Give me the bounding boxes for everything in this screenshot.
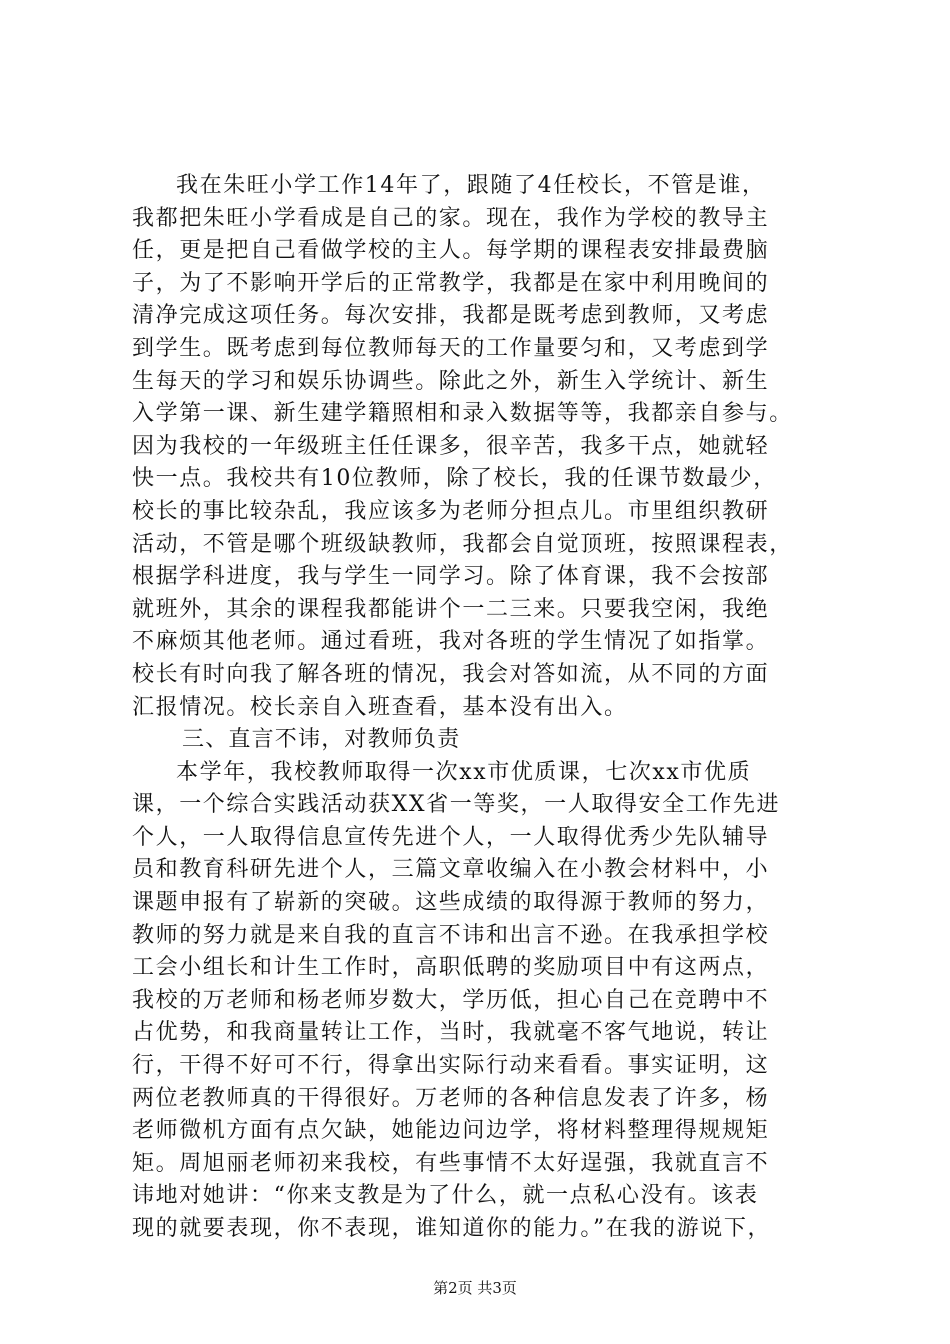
text-line: 到学生。既考虑到每位教师每天的工作量要匀和，又考虑到学 <box>132 335 770 361</box>
text-line: 占优势，和我商量转让工作，当时，我就毫不客气地说，转让 <box>132 1020 770 1046</box>
text-line: 工会小组长和计生工作时，高职低聘的奖励项目中有这两点， <box>132 955 770 981</box>
text-line: 校长的事比较杂乱，我应该多为老师分担点儿。市里组织教研 <box>132 498 770 524</box>
text-line: 我校的万老师和杨老师岁数大，学历低，担心自己在竞聘中不 <box>132 987 770 1013</box>
text-line: 我在朱旺小学工作14年了，跟随了4任校长，不管是谁， <box>176 173 766 198</box>
text-line: 老师微机方面有点欠缺，她能边问边学，将材料整理得规规矩 <box>132 1118 770 1144</box>
text-line: 我都把朱旺小学看成是自己的家。现在，我作为学校的教导主 <box>132 205 770 231</box>
text-line: 校长有时向我了解各班的情况，我会对答如流，从不同的方面 <box>132 661 770 687</box>
text-line: 矩。周旭丽老师初来我校，有些事情不太好逞强，我就直言不 <box>132 1150 770 1176</box>
text-line: 教师的努力就是来自我的直言不讳和出言不逊。在我承担学校 <box>132 922 770 948</box>
text-line: 子，为了不影响开学后的正常教学，我都是在家中利用晚间的 <box>132 270 770 296</box>
text-line: 现的就要表现，你不表现，谁知道你的能力。”在我的游说下， <box>132 1216 772 1241</box>
text-line: 任，更是把自己看做学校的主人。每学期的课程表安排最费脑 <box>132 238 770 264</box>
page-footer <box>0 1278 950 1298</box>
text-line: 讳地对她讲：“你来支教是为了什么，就一点私心没有。该表 <box>132 1183 759 1209</box>
text-line: 活动，不管是哪个班级缺教师，我都会自觉顶班，按照课程表， <box>132 531 793 557</box>
text-line: 不麻烦其他老师。通过看班，我对各班的学生情况了如指掌。 <box>132 629 770 655</box>
section-heading: 三、直言不讳，对教师负责 <box>182 727 461 753</box>
text-line: 就班外，其余的课程我都能讲个一二三来。只要我空闲，我绝 <box>132 596 770 622</box>
paragraph-1 <box>132 170 832 724</box>
text-line: 两位老教师真的干得很好。万老师的各种信息发表了许多，杨 <box>132 1085 770 1111</box>
text-line: 生每天的学习和娱乐协调些。除此之外，新生入学统计、新生 <box>132 368 770 394</box>
text-line: 员和教育科研先进个人，三篇文章收编入在小教会材料中，小 <box>132 857 770 883</box>
text-line: 快一点。我校共有10位教师，除了校长，我的任课节数最少， <box>132 466 777 492</box>
page-number: 第2页 共3页 <box>433 1279 517 1297</box>
text-line: 入学第一课、新生建学籍照相和录入数据等等，我都亲自参与。 <box>132 401 793 427</box>
text-line: 根据学科进度，我与学生一同学习。除了体育课，我不会按部 <box>132 564 770 590</box>
paragraph-2 <box>132 757 832 1246</box>
text-line: 课，一个综合实践活动获XX省一等奖，一人取得安全工作先进 <box>132 792 781 818</box>
text-line: 本学年，我校教师取得一次xx市优质课，七次xx市优质 <box>176 759 752 785</box>
document-body <box>132 170 832 1246</box>
text-line: 清净完成这项任务。每次安排，我都是既考虑到教师，又考虑 <box>132 303 770 329</box>
text-line: 个人，一人取得信息宣传先进个人，一人取得优秀少先队辅导 <box>132 824 770 850</box>
text-line: 行，干得不好可不行，得拿出实际行动来看看。事实证明，这 <box>132 1053 770 1079</box>
text-line: 汇报情况。校长亲自入班查看，基本没有出入。 <box>132 694 628 720</box>
text-line: 课题申报有了崭新的突破。这些成绩的取得源于教师的努力， <box>132 890 770 916</box>
text-line: 因为我校的一年级班主任任课多，很辛苦，我多干点，她就轻 <box>132 433 770 459</box>
